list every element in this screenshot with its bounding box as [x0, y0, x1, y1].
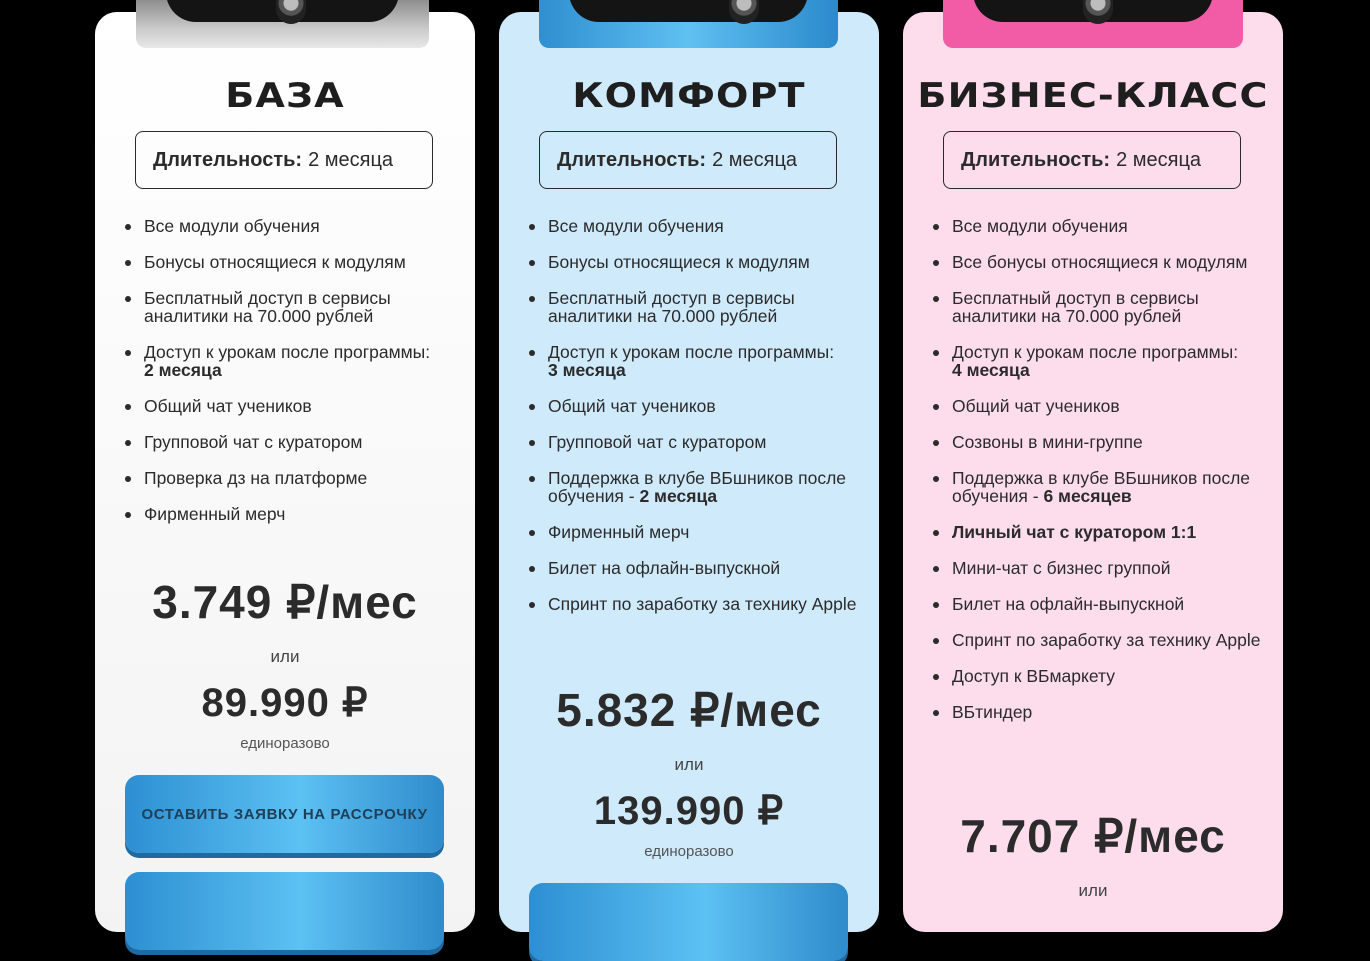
list-item: Доступ к ВБмаркету: [952, 667, 1263, 685]
plan-title: КОМФОРТ: [572, 76, 806, 116]
list-item: Билет на офлайн-выпускной: [952, 595, 1263, 613]
duration-label: Длительность:: [961, 148, 1111, 171]
duration-label: Длительность:: [557, 148, 707, 171]
plan-title: БАЗА: [225, 76, 345, 116]
list-item: Созвоны в мини-группе: [952, 433, 1263, 451]
duration-label: Длительность:: [153, 148, 303, 171]
installment-request-button[interactable]: [529, 883, 848, 961]
list-item: Личный чат с куратором 1:1: [952, 523, 1263, 541]
list-item: ВБтиндер: [952, 703, 1263, 721]
list-item: Бесплатный доступ в сервисы аналитики на 70.000 рублей: [548, 289, 859, 325]
list-item: [548, 469, 859, 505]
feature-highlight: 4 месяца: [952, 360, 1030, 380]
list-item: Все бонусы относящиеся к модулям: [952, 253, 1263, 271]
list-item: Общий чат учеников: [144, 397, 455, 415]
list-item: Билет на офлайн-выпускной: [548, 559, 859, 577]
plan-card-base: [95, 12, 475, 932]
list-item: Все модули обучения: [952, 217, 1263, 235]
feature-text: Доступ к урокам после программы:: [144, 342, 431, 362]
list-item: [548, 343, 859, 379]
duration-value: 2 месяца: [712, 148, 798, 171]
list-item: Все модули обучения: [144, 217, 455, 235]
list-item: Спринт по заработку за технику Apple: [548, 595, 859, 613]
list-item: Мини-чат с бизнес группой: [952, 559, 1263, 577]
list-item: Все модули обучения: [548, 217, 859, 235]
list-item: Фирменный мерч: [548, 523, 859, 541]
one-time-label: единоразово: [240, 735, 330, 752]
car-image: [539, 0, 838, 48]
feature-highlight: 2 месяца: [144, 360, 222, 380]
feature-highlight: 3 месяца: [548, 360, 626, 380]
duration-value: 2 месяца: [1116, 148, 1202, 171]
duration-box: [539, 131, 837, 189]
list-item: [144, 343, 455, 379]
plan-card-business: [903, 12, 1283, 932]
one-time-label: единоразово: [644, 843, 734, 860]
feature-list: [144, 217, 455, 541]
list-item: Бонусы относящиеся к модулям: [144, 253, 455, 271]
list-item: Бесплатный доступ в сервисы аналитики на 70.000 рублей: [952, 289, 1263, 325]
duration-box: [135, 131, 433, 189]
price-one-time: 89.990 ₽: [201, 681, 369, 725]
feature-text: Доступ к урокам после программы:: [548, 342, 835, 362]
list-item: Спринт по заработку за технику Apple: [952, 631, 1263, 649]
car-image: [136, 0, 429, 48]
list-item: Фирменный мерч: [144, 505, 455, 523]
car-silhouette: [569, 0, 808, 22]
feature-text: Поддержка в клубе ВБшников после обучения -: [952, 468, 1251, 506]
plan-title: БИЗНЕС-КЛАСС: [917, 76, 1269, 116]
purchase-button[interactable]: [125, 872, 444, 950]
price-monthly: 3.749 ₽/мес: [152, 576, 418, 628]
price-one-time: 139.990 ₽: [593, 789, 785, 833]
plan-card-comfort: [499, 12, 879, 932]
or-separator: или: [1078, 881, 1108, 900]
feature-highlight: 2 месяца: [639, 486, 718, 506]
list-item: Общий чат учеников: [548, 397, 859, 415]
list-item: Проверка дз на платформе: [144, 469, 455, 487]
list-item: [952, 469, 1263, 505]
feature-list: [548, 217, 859, 631]
feature-highlight: 6 месяцев: [1043, 486, 1132, 506]
list-item: [952, 343, 1263, 379]
duration-value: 2 месяца: [308, 148, 394, 171]
or-separator: или: [674, 755, 704, 774]
list-item: Групповой чат с куратором: [548, 433, 859, 451]
list-item: Групповой чат с куратором: [144, 433, 455, 451]
price-monthly: 5.832 ₽/мес: [556, 684, 822, 736]
list-item: Общий чат учеников: [952, 397, 1263, 415]
list-item: Бонусы относящиеся к модулям: [548, 253, 859, 271]
feature-text: Доступ к урокам после программы:: [952, 342, 1239, 362]
feature-list: [952, 217, 1263, 739]
or-separator: или: [270, 647, 300, 666]
car-image: [943, 0, 1243, 48]
list-item: Бесплатный доступ в сервисы аналитики на 70.000 рублей: [144, 289, 455, 325]
installment-request-button[interactable]: ОСТАВИТЬ ЗАЯВКУ НА РАССРОЧКУ: [125, 775, 444, 853]
duration-box: [943, 131, 1241, 189]
feature-text: Поддержка в клубе ВБшников после обучения -: [548, 468, 847, 506]
price-monthly: 7.707 ₽/мес: [960, 810, 1226, 862]
